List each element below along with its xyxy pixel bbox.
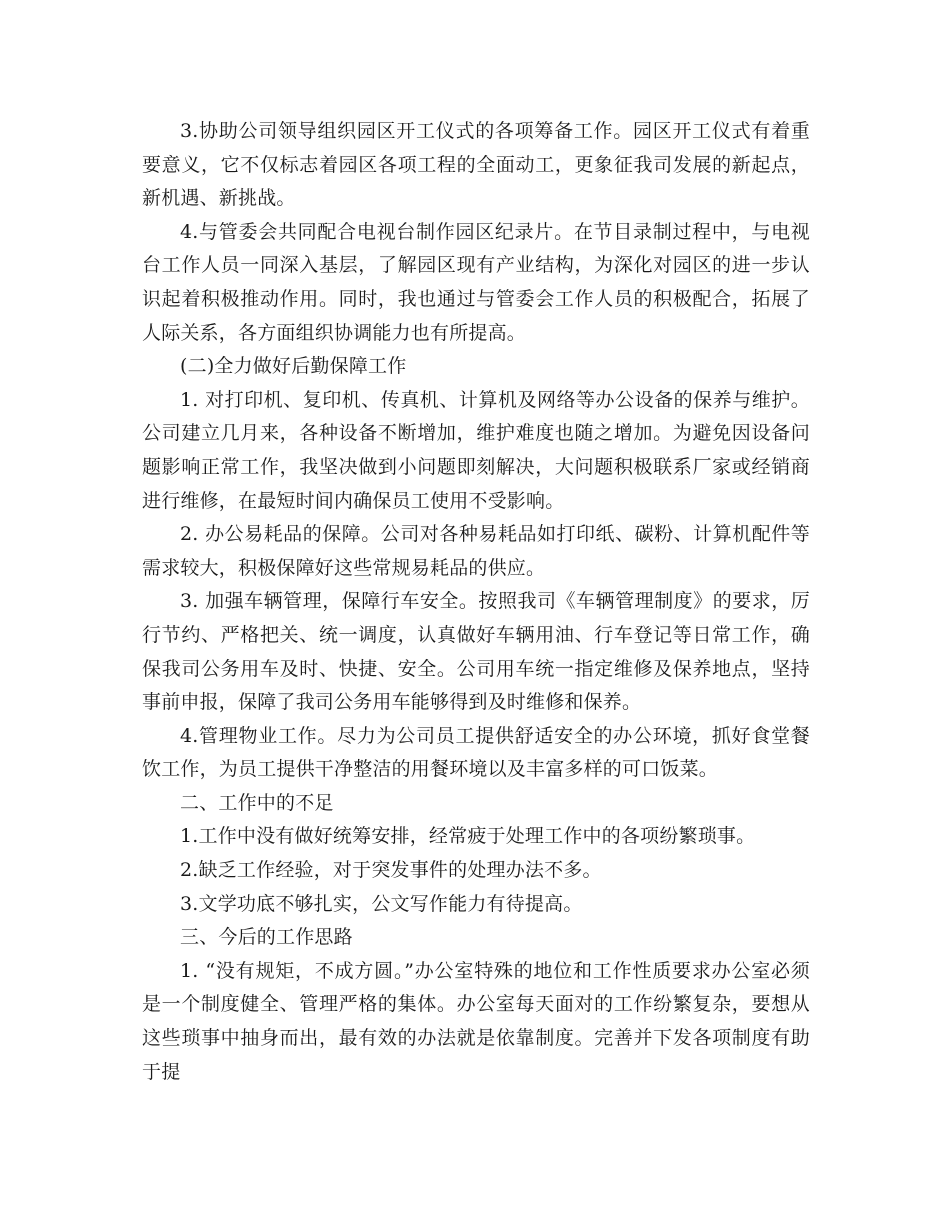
paragraph-rules-and-systems: 1. “没有规矩，不成方圆。”办公室特殊的地位和工作性质要求办公室必须是一个制度健全、管理严格的集体。办公室每天面对的工作纷繁复杂，要想从这些琐事中抽身而出，最有效的办法就是依靠制度。完善并下发各项制度有助于提 <box>142 959 810 1083</box>
paragraph-equipment-maintenance: 1. 对打印机、复印机、传真机、计算机及网络等办公设备的保养与维护。公司建立几月来，各种设备不断增加，维护难度也随之增加。为避免因设备问题影响正常工作，我坚决做到小问题即刻解决，大问题积极联系厂家或经销商进行维修，在最短时间内确保员工使用不受影响。 <box>142 388 810 512</box>
paragraph-vehicle-management: 3. 加强车辆管理，保障行车安全。按照我司《车辆管理制度》的要求，厉行节约、严格把关、统一调度，认真做好车辆用油、行车登记等日常工作，确保我司公务用车及时、快捷、安全。公司用车统一指定维修及保养地点，坚持事前申报，保障了我司公务用车能够得到及时维修和保养。 <box>142 590 810 714</box>
subheading-logistics: (二)全力做好后勤保障工作 <box>180 355 407 378</box>
paragraph-opening-ceremony: 3.协助公司领导组织园区开工仪式的各项筹备工作。园区开工仪式有着重要意义，它不仅标志着园区各项工程的全面动工，更象征我司发展的新起点，新机遇、新挑战。 <box>142 120 810 210</box>
document-body <box>142 115 810 1089</box>
paragraph-documentary: 4.与管委会共同配合电视台制作园区纪录片。在节目录制过程中，与电视台工作人员一同深入基层，了解园区现有产业结构，为深化对园区的进一步认识起着积极推动作用。同时，我也通过与管委会工作人员的积极配合，拓展了人际关系，各方面组织协调能力也有所提高。 <box>142 220 810 344</box>
list-item-shortcoming-3: 3.文学功底不够扎实，公文写作能力有待提高。 <box>180 892 583 915</box>
heading-shortcomings: 二、工作中的不足 <box>180 791 334 814</box>
heading-future-plans: 三、今后的工作思路 <box>180 926 353 949</box>
paragraph-property-management: 4.管理物业工作。尽力为公司员工提供舒适安全的办公环境，抓好食堂餐饮工作，为员工提供干净整洁的用餐环境以及丰富多样的可口饭菜。 <box>142 724 810 781</box>
list-item-shortcoming-2: 2.缺乏工作经验，对于突发事件的处理办法不多。 <box>180 859 602 882</box>
paragraph-consumables: 2. 办公易耗品的保障。公司对各种易耗品如打印纸、碳粉、计算机配件等需求较大，积极保障好这些常规易耗品的供应。 <box>142 523 810 579</box>
list-item-shortcoming-1: 1.工作中没有做好统筹安排，经常疲于处理工作中的各项纷繁琐事。 <box>180 825 756 848</box>
